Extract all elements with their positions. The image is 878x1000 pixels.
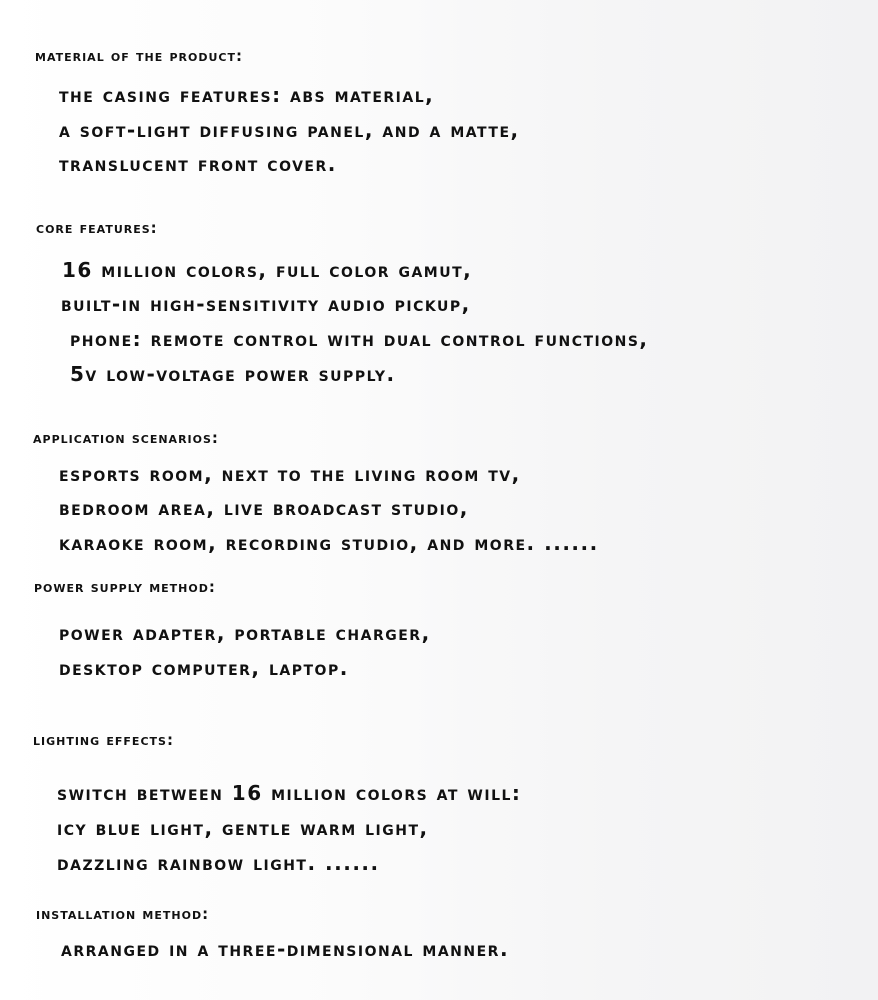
lighting-line-3: dazzling rainbow light. ...... [57, 851, 380, 875]
material-line-2: a soft-light diffusing panel, and a matte, [59, 118, 520, 142]
material-heading: material of the product: [35, 47, 243, 65]
lighting-line-2: icy blue light, gentle warm light, [57, 816, 429, 840]
lighting-heading: lighting effects: [33, 731, 174, 749]
application-line-1: esports room, next to the living room tv, [59, 462, 521, 486]
installation-heading: installation method: [36, 905, 210, 923]
power-supply-heading: power supply method: [34, 578, 216, 596]
lighting-line-1: switch between 16 million colors at will: [57, 781, 522, 805]
core-features-line-1: 16 million colors, full color gamut, [62, 258, 473, 282]
core-features-line-2: built-in high-sensitivity audio pickup, [61, 292, 471, 316]
material-line-3: translucent front cover. [59, 152, 337, 176]
application-line-3: karaoke room, recording studio, and more. ...... [59, 531, 599, 555]
application-line-2: bedroom area, live broadcast studio, [59, 496, 469, 520]
installation-line-1: arranged in a three-dimensional manner. [61, 937, 510, 961]
material-line-1: the casing features: abs material, [59, 83, 435, 107]
power-supply-line-1: power adapter, portable charger, [59, 621, 431, 645]
power-supply-line-2: desktop computer, laptop. [59, 656, 349, 680]
core-features-line-3: phone: remote control with dual control functions, [70, 327, 649, 351]
core-features-heading: core features: [36, 219, 158, 237]
application-heading: application scenarios: [33, 429, 219, 447]
core-features-line-4: 5v low-voltage power supply. [70, 362, 396, 386]
